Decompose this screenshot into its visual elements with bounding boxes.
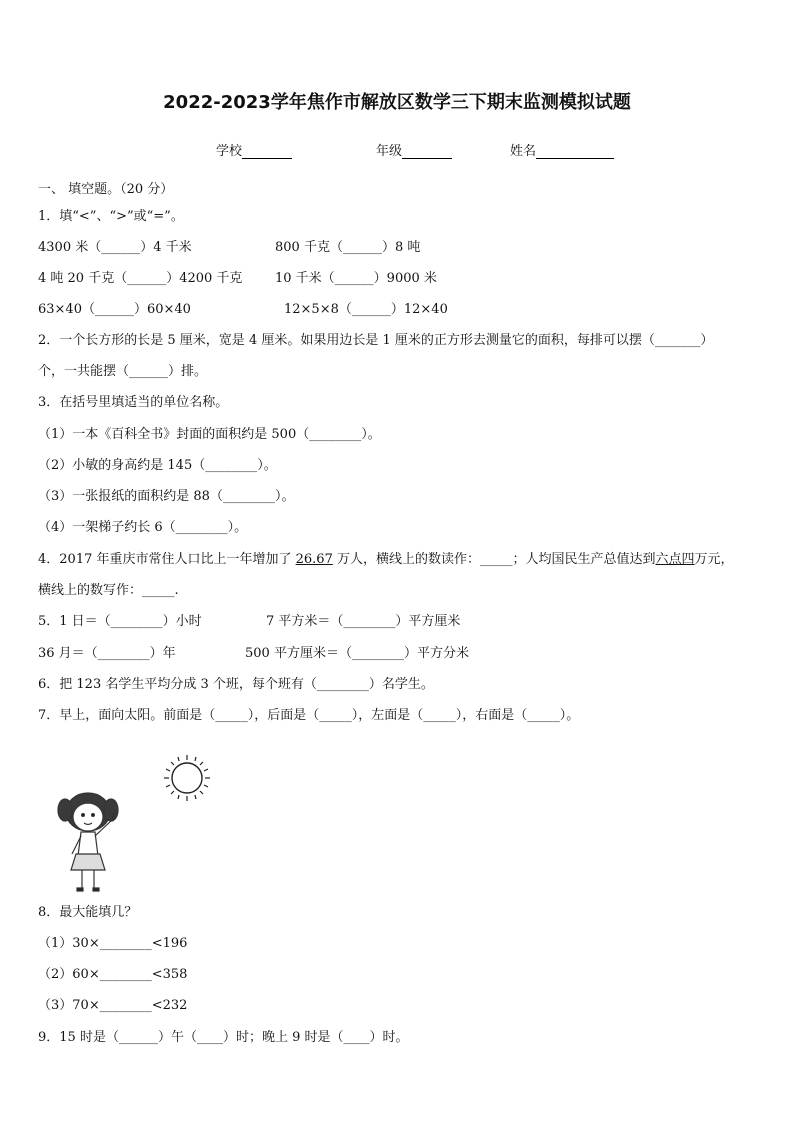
q3-item3: （3）一张报纸的面积约是 88（________）。: [38, 489, 295, 504]
page-title: 2022-2023学年焦作市解放区数学三下期末监测模拟试题: [163, 92, 631, 113]
q1-row3-right: 12×5×8（______）12×40: [284, 302, 448, 317]
school-blank[interactable]: [242, 144, 292, 159]
q7-text: 7．早上，面向太阳。前面是（_____），后面是（_____），左面是（_____），右面是（_____）。: [38, 708, 580, 723]
q1-row1-left: 4300 米（______）4 千米: [38, 240, 192, 255]
q1-stem: 1．填“<”、“>”或“=”。: [38, 209, 184, 224]
q8-item1: （1）30×________<196: [38, 936, 188, 951]
q2-line2: 个，一共能摆（______）排。: [38, 364, 208, 379]
q5-row2-left: 36 月＝（________）年: [38, 646, 176, 661]
q1-row3-left: 63×40（______）60×40: [38, 302, 191, 317]
q4-line1: [38, 551, 734, 569]
q5-row1-left: 5．1 日＝（________）小时: [38, 614, 202, 629]
q1-row2-right: 10 千米（______）9000 米: [275, 271, 437, 286]
girl-and-sun-illustration: [38, 738, 238, 896]
school-label: 学校: [216, 144, 243, 159]
q8-item3: （3）70×________<232: [38, 998, 188, 1013]
q1-row1-right: 800 千克（______）8 吨: [275, 240, 421, 255]
q1-row2-left: 4 吨 20 千克（______）4200 千克: [38, 271, 243, 286]
sun-icon: [164, 755, 210, 801]
q4-text2: 万人，横线上的数读作：_____；人均国民生产总值达到: [332, 552, 656, 567]
grade-blank[interactable]: [402, 144, 452, 159]
q4-text3: 万元，: [694, 552, 734, 567]
q4-line2: 横线上的数写作：_____.: [38, 583, 179, 598]
q5-row2-right: 500 平方厘米＝（________）平方分米: [245, 646, 469, 661]
name-field: [510, 140, 614, 159]
section-heading: 一、 填空题。（20 分）: [38, 182, 174, 197]
girl-figure: [58, 793, 118, 891]
grade-field: [376, 140, 452, 159]
q4-number2: 六点四: [655, 552, 695, 567]
q4-text1: 4．2017 年重庆市常住人口比上一年增加了: [38, 552, 296, 567]
name-blank[interactable]: [536, 144, 614, 159]
q8-stem: 8．最大能填几？: [38, 905, 138, 920]
q4-number1: 26.67: [295, 552, 333, 567]
school-field: [216, 140, 292, 159]
q6-text: 6．把 123 名学生平均分成 3 个班，每个班有（________）名学生。: [38, 677, 434, 692]
name-label: 姓名: [510, 144, 537, 159]
q5-row1-right: 7 平方米＝（________）平方厘米: [266, 614, 461, 629]
q3-stem: 3．在括号里填适当的单位名称。: [38, 395, 229, 410]
q3-item2: （2）小敏的身高约是 145（________）。: [38, 458, 277, 473]
q8-item2: （2）60×________<358: [38, 967, 188, 982]
grade-label: 年级: [376, 144, 403, 159]
q9-text: 9．15 时是（______）午（____）时；晚上 9 时是（____）时。: [38, 1030, 409, 1045]
q2-line1: 2．一个长方形的长是 5 厘米，宽是 4 厘米。如果用边长是 1 厘米的正方形去测量它的面积，每排可以摆（_______）: [38, 333, 714, 348]
q3-item4: （4）一架梯子约长 6（________）。: [38, 520, 248, 535]
q3-item1: （1）一本《百科全书》封面的面积约是 500（________）。: [38, 427, 381, 442]
